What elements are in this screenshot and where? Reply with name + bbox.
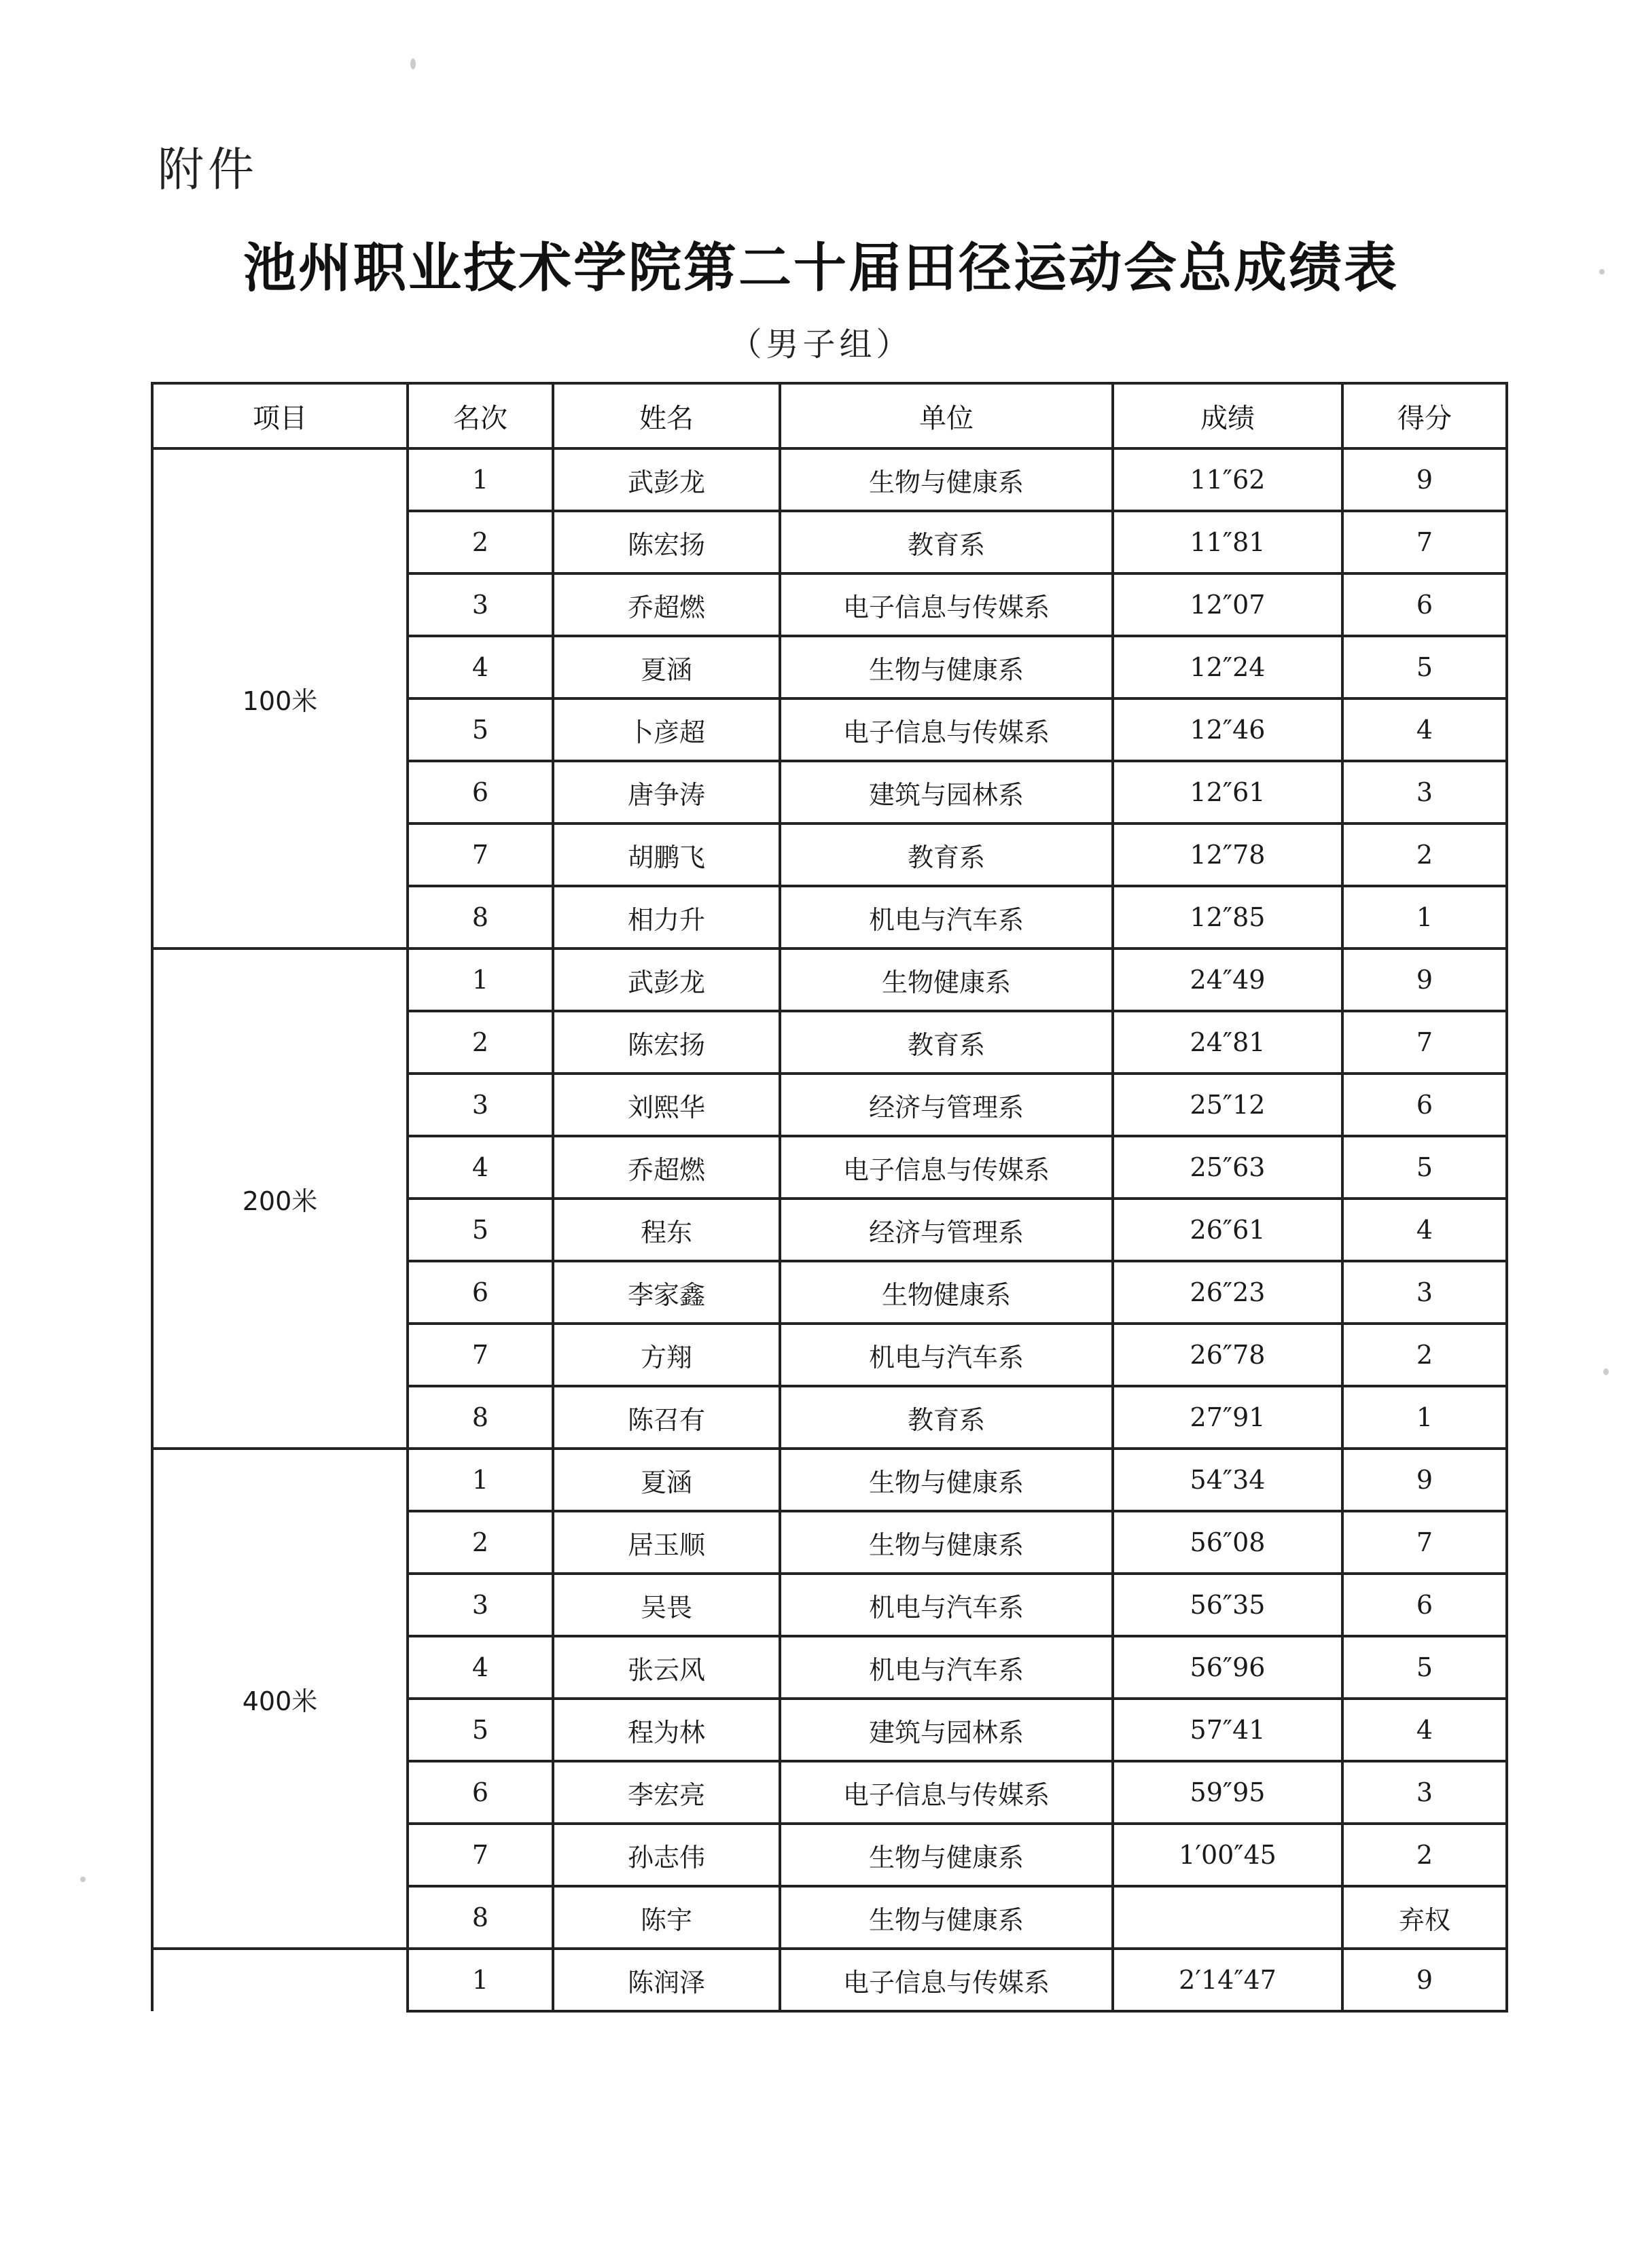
unit-cell: 电子信息与传媒系 <box>780 1761 1113 1824</box>
rank-cell: 7 <box>408 823 553 886</box>
rank-cell: 2 <box>408 1511 553 1574</box>
rank-cell: 5 <box>408 1699 553 1761</box>
score-cell: 1 <box>1342 1386 1507 1449</box>
rank-cell: 4 <box>408 1136 553 1199</box>
unit-cell: 生物与健康系 <box>780 1511 1113 1574</box>
score-cell: 2 <box>1342 1324 1507 1386</box>
score-cell: 5 <box>1342 636 1507 698</box>
name-cell: 武彭龙 <box>553 448 780 511</box>
result-cell: 11″62 <box>1113 448 1342 511</box>
score-cell: 3 <box>1342 761 1507 823</box>
unit-cell: 机电与汽车系 <box>780 1636 1113 1699</box>
result-cell: 2′14″47 <box>1113 1949 1342 2011</box>
rank-cell: 2 <box>408 511 553 573</box>
score-cell: 6 <box>1342 1574 1507 1636</box>
result-cell: 12″78 <box>1113 823 1342 886</box>
unit-cell: 生物与健康系 <box>780 1449 1113 1511</box>
score-cell: 6 <box>1342 573 1507 636</box>
result-cell: 56″08 <box>1113 1511 1342 1574</box>
results-body <box>152 448 1507 2011</box>
header-event: 项目 <box>152 383 408 448</box>
score-cell: 5 <box>1342 1636 1507 1699</box>
unit-cell: 教育系 <box>780 1011 1113 1074</box>
score-cell: 9 <box>1342 1949 1507 2011</box>
result-cell: 12″85 <box>1113 886 1342 949</box>
rank-cell: 1 <box>408 1949 553 2011</box>
event-cell <box>152 1949 408 2011</box>
name-cell: 陈润泽 <box>553 1949 780 2011</box>
unit-cell: 教育系 <box>780 511 1113 573</box>
score-cell: 4 <box>1342 1699 1507 1761</box>
score-cell: 9 <box>1342 949 1507 1011</box>
name-cell: 乔超燃 <box>553 1136 780 1199</box>
score-cell: 2 <box>1342 1824 1507 1886</box>
score-cell: 6 <box>1342 1074 1507 1136</box>
result-cell: 26″61 <box>1113 1199 1342 1261</box>
table-row <box>152 1449 1507 1511</box>
name-cell: 居玉顺 <box>553 1511 780 1574</box>
table-row <box>152 448 1507 511</box>
name-cell: 陈宏扬 <box>553 1011 780 1074</box>
name-cell: 夏涵 <box>553 1449 780 1511</box>
result-cell: 26″78 <box>1113 1324 1342 1386</box>
scan-speck <box>410 58 416 69</box>
name-cell: 夏涵 <box>553 636 780 698</box>
rank-cell: 6 <box>408 1261 553 1324</box>
score-cell: 7 <box>1342 511 1507 573</box>
header-score: 得分 <box>1342 383 1507 448</box>
score-cell: 2 <box>1342 823 1507 886</box>
rank-cell: 1 <box>408 448 553 511</box>
unit-cell: 电子信息与传媒系 <box>780 573 1113 636</box>
score-cell: 9 <box>1342 1449 1507 1511</box>
name-cell: 相力升 <box>553 886 780 949</box>
rank-cell: 6 <box>408 1761 553 1824</box>
unit-cell: 生物健康系 <box>780 1261 1113 1324</box>
rank-cell: 8 <box>408 886 553 949</box>
unit-cell: 建筑与园林系 <box>780 1699 1113 1761</box>
table-row <box>152 1949 1507 2011</box>
score-cell: 7 <box>1342 1011 1507 1074</box>
result-cell: 24″81 <box>1113 1011 1342 1074</box>
rank-cell: 3 <box>408 1074 553 1136</box>
header-rank: 名次 <box>408 383 553 448</box>
header-unit: 单位 <box>780 383 1113 448</box>
result-cell: 1′00″45 <box>1113 1824 1342 1886</box>
score-cell: 3 <box>1342 1761 1507 1824</box>
unit-cell: 生物与健康系 <box>780 1886 1113 1949</box>
name-cell: 孙志伟 <box>553 1824 780 1886</box>
unit-cell: 生物健康系 <box>780 949 1113 1011</box>
rank-cell: 5 <box>408 698 553 761</box>
name-cell: 程东 <box>553 1199 780 1261</box>
result-cell <box>1113 1886 1342 1949</box>
unit-cell: 生物与健康系 <box>780 448 1113 511</box>
event-cell: 100米 <box>152 448 408 949</box>
rank-cell: 1 <box>408 949 553 1011</box>
result-cell: 57″41 <box>1113 1699 1342 1761</box>
event-cell: 400米 <box>152 1449 408 1949</box>
rank-cell: 4 <box>408 1636 553 1699</box>
scan-speck <box>1599 269 1605 274</box>
page-subtitle: （男子组） <box>729 325 913 364</box>
scan-speck <box>80 1877 86 1882</box>
name-cell: 陈宇 <box>553 1886 780 1949</box>
attachment-label: 附件 <box>158 143 259 197</box>
score-cell: 弃权 <box>1342 1886 1507 1949</box>
name-cell: 方翔 <box>553 1324 780 1386</box>
unit-cell: 生物与健康系 <box>780 636 1113 698</box>
event-cell: 200米 <box>152 949 408 1449</box>
result-cell: 54″34 <box>1113 1449 1342 1511</box>
unit-cell: 教育系 <box>780 823 1113 886</box>
name-cell: 吴畏 <box>553 1574 780 1636</box>
rank-cell: 4 <box>408 636 553 698</box>
name-cell: 卜彦超 <box>553 698 780 761</box>
rank-cell: 5 <box>408 1199 553 1261</box>
table-header-row <box>152 383 1507 448</box>
name-cell: 武彭龙 <box>553 949 780 1011</box>
score-cell: 3 <box>1342 1261 1507 1324</box>
page-title: 池州职业技术学院第二十届田径运动会总成绩表 <box>243 238 1399 299</box>
name-cell: 胡鹏飞 <box>553 823 780 886</box>
rank-cell: 6 <box>408 761 553 823</box>
result-cell: 12″46 <box>1113 698 1342 761</box>
name-cell: 陈召有 <box>553 1386 780 1449</box>
rank-cell: 8 <box>408 1886 553 1949</box>
result-cell: 25″63 <box>1113 1136 1342 1199</box>
results-table <box>151 382 1508 2013</box>
rank-cell: 3 <box>408 573 553 636</box>
score-cell: 5 <box>1342 1136 1507 1199</box>
rank-cell: 8 <box>408 1386 553 1449</box>
rank-cell: 1 <box>408 1449 553 1511</box>
result-cell: 56″35 <box>1113 1574 1342 1636</box>
header-result: 成绩 <box>1113 383 1342 448</box>
scan-speck <box>1603 1368 1609 1375</box>
result-cell: 12″24 <box>1113 636 1342 698</box>
score-cell: 4 <box>1342 1199 1507 1261</box>
score-cell: 1 <box>1342 886 1507 949</box>
name-cell: 乔超燃 <box>553 573 780 636</box>
unit-cell: 经济与管理系 <box>780 1199 1113 1261</box>
score-cell: 7 <box>1342 1511 1507 1574</box>
result-cell: 12″07 <box>1113 573 1342 636</box>
unit-cell: 机电与汽车系 <box>780 1324 1113 1386</box>
unit-cell: 机电与汽车系 <box>780 1574 1113 1636</box>
result-cell: 59″95 <box>1113 1761 1342 1824</box>
result-cell: 24″49 <box>1113 949 1342 1011</box>
unit-cell: 生物与健康系 <box>780 1824 1113 1886</box>
score-cell: 4 <box>1342 698 1507 761</box>
name-cell: 刘熙华 <box>553 1074 780 1136</box>
result-cell: 25″12 <box>1113 1074 1342 1136</box>
result-cell: 27″91 <box>1113 1386 1342 1449</box>
unit-cell: 经济与管理系 <box>780 1074 1113 1136</box>
name-cell: 李宏亮 <box>553 1761 780 1824</box>
result-cell: 56″96 <box>1113 1636 1342 1699</box>
unit-cell: 电子信息与传媒系 <box>780 1136 1113 1199</box>
result-cell: 12″61 <box>1113 761 1342 823</box>
name-cell: 唐争涛 <box>553 761 780 823</box>
name-cell: 程为林 <box>553 1699 780 1761</box>
score-cell: 9 <box>1342 448 1507 511</box>
name-cell: 李家鑫 <box>553 1261 780 1324</box>
unit-cell: 电子信息与传媒系 <box>780 698 1113 761</box>
rank-cell: 2 <box>408 1011 553 1074</box>
unit-cell: 电子信息与传媒系 <box>780 1949 1113 2011</box>
name-cell: 陈宏扬 <box>553 511 780 573</box>
unit-cell: 机电与汽车系 <box>780 886 1113 949</box>
rank-cell: 7 <box>408 1824 553 1886</box>
result-cell: 26″23 <box>1113 1261 1342 1324</box>
unit-cell: 建筑与园林系 <box>780 761 1113 823</box>
rank-cell: 7 <box>408 1324 553 1386</box>
rank-cell: 3 <box>408 1574 553 1636</box>
unit-cell: 教育系 <box>780 1386 1113 1449</box>
header-name: 姓名 <box>553 383 780 448</box>
result-cell: 11″81 <box>1113 511 1342 573</box>
table-row <box>152 949 1507 1011</box>
name-cell: 张云风 <box>553 1636 780 1699</box>
